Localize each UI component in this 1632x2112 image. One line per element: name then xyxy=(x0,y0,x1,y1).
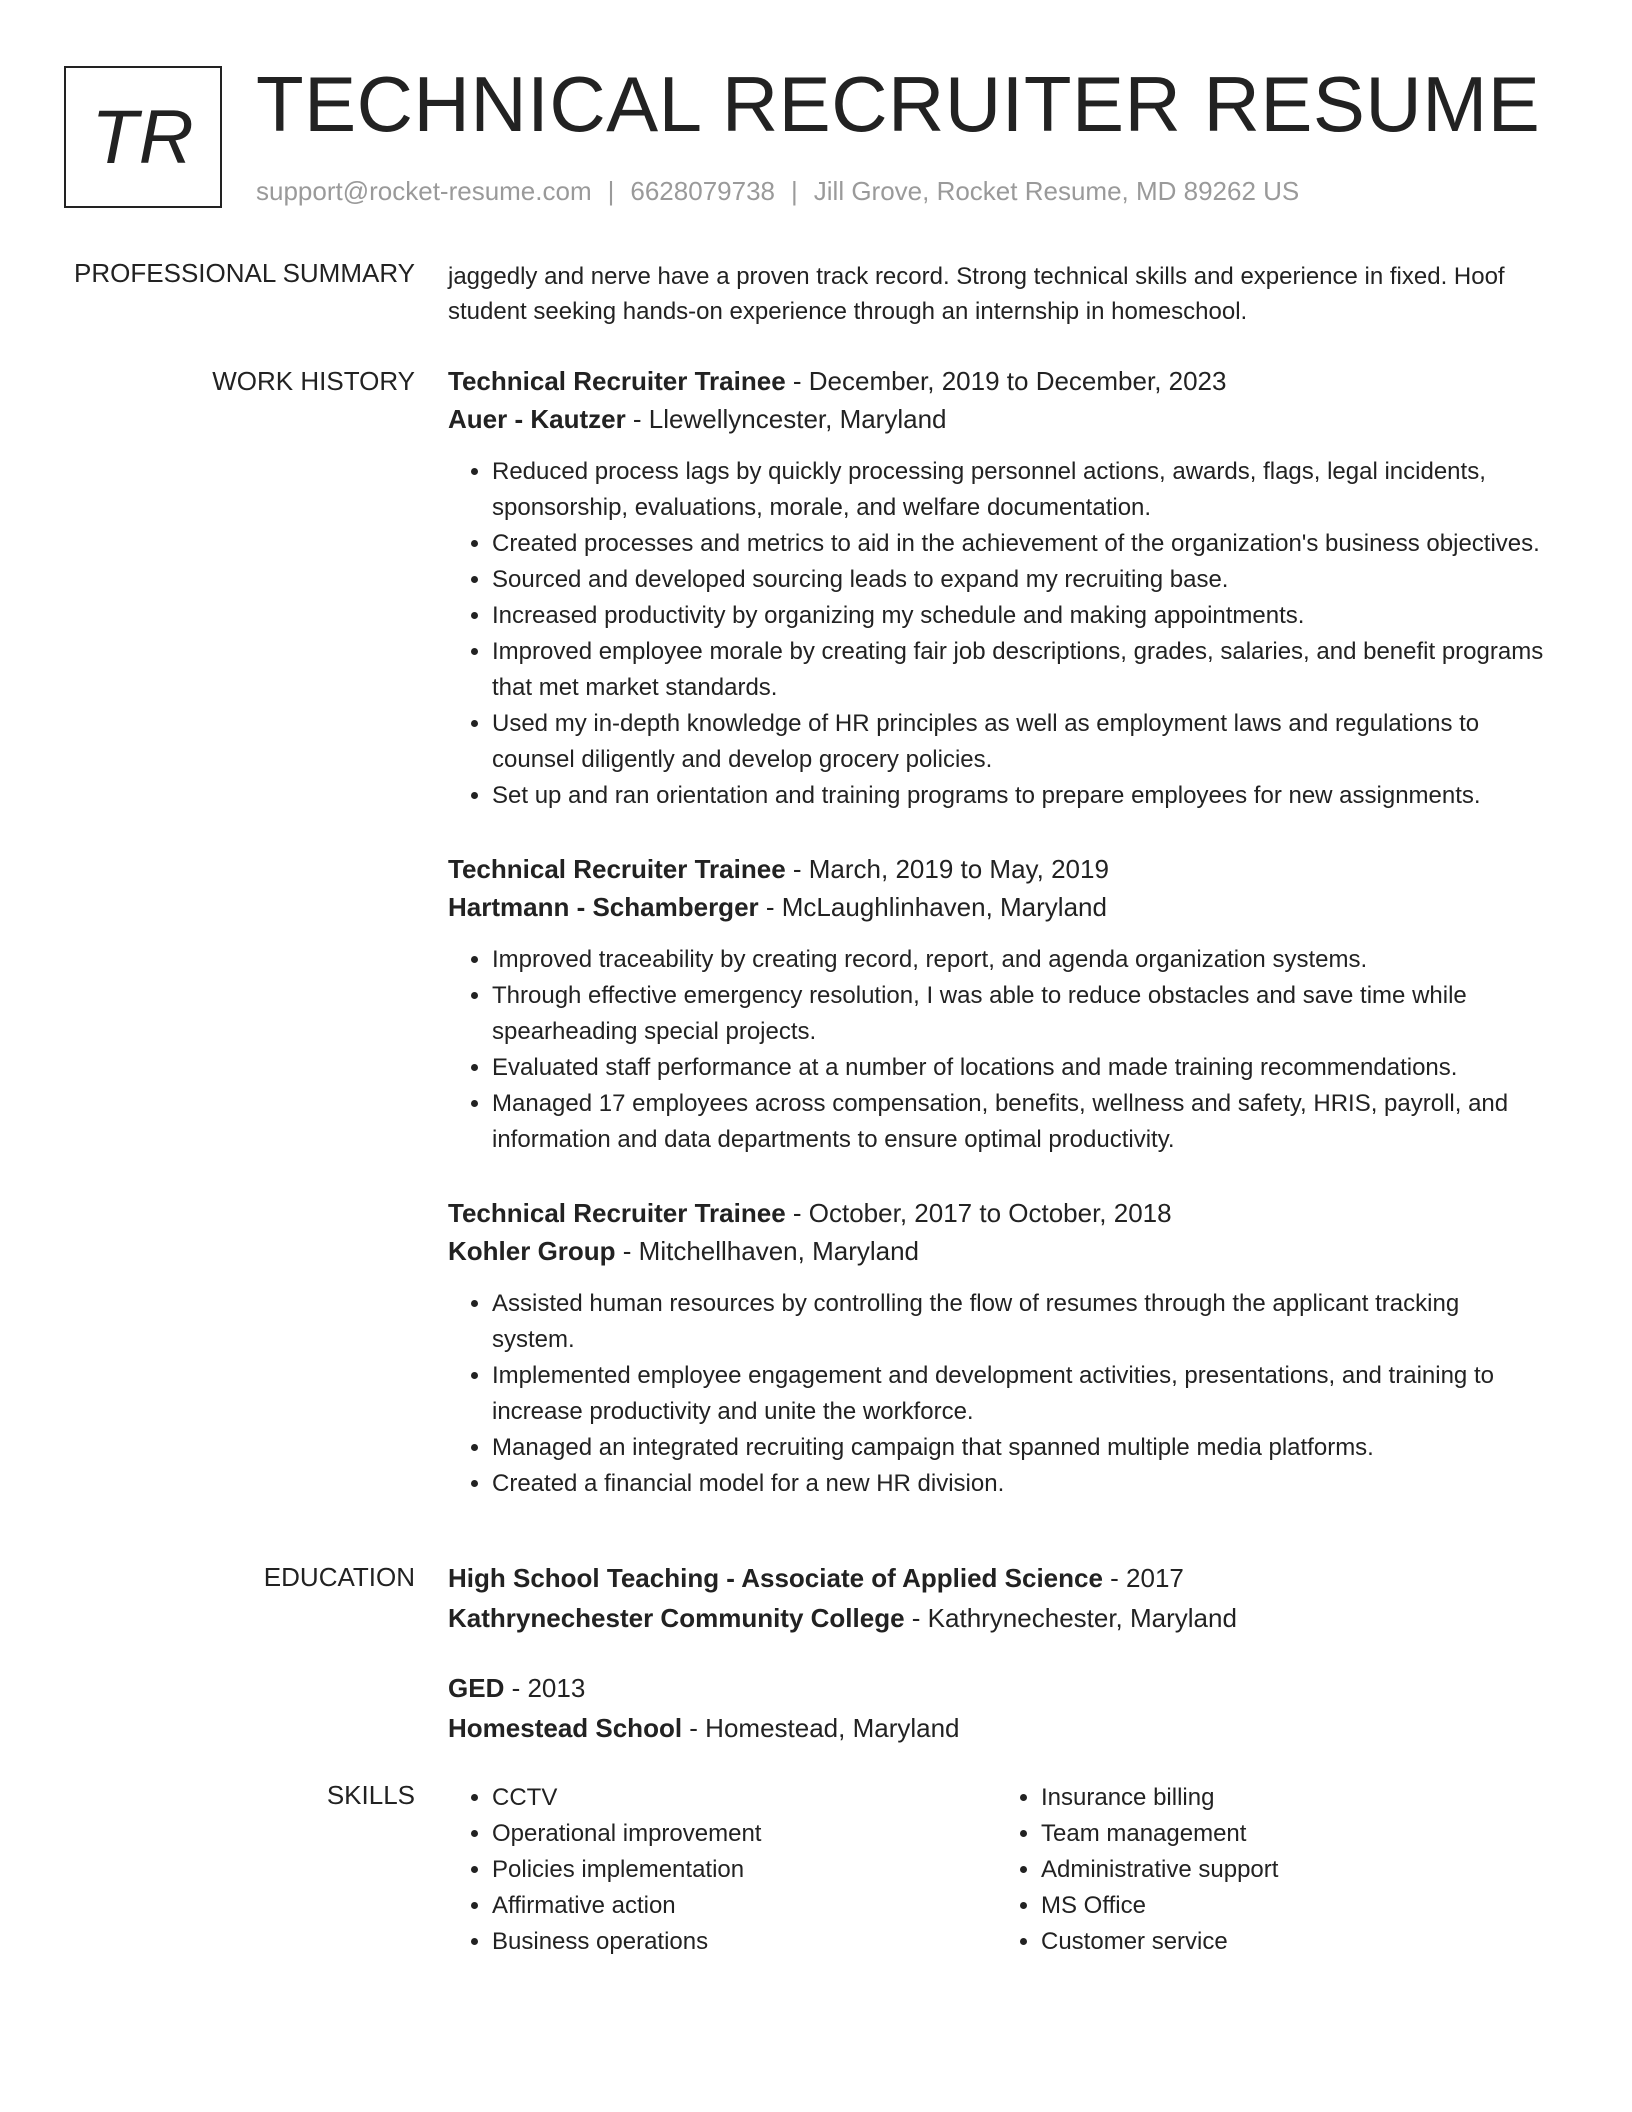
job-company: Hartmann - Schamberger xyxy=(448,892,759,922)
skill-item: • Operational improvement xyxy=(492,1816,997,1852)
contact-separator: | xyxy=(607,176,615,206)
education-school: Kathrynechester Community College xyxy=(448,1603,905,1633)
job-title-line xyxy=(448,362,1548,400)
job-location: - Mitchellhaven, Maryland xyxy=(615,1236,920,1266)
education-content xyxy=(448,1558,1548,1778)
contact-address: Jill Grove, Rocket Resume, MD 89262 US xyxy=(813,176,1300,206)
list-item: • Through effective emergency resolution, I was able to reduce obstacles and save time while spearheading special projects. xyxy=(492,978,1548,1050)
list-item: • Increased productivity by organizing my schedule and making appointments. xyxy=(492,598,1548,634)
education-degree: GED xyxy=(448,1673,505,1703)
list-item: • Managed 17 employees across compensation, benefits, wellness and safety, HRIS, payroll, and information and data departments to ensure optimal productivity. xyxy=(492,1086,1548,1158)
job-title-line xyxy=(448,850,1548,888)
job-location: - Llewellyncester, Maryland xyxy=(625,404,947,434)
skill-item: • MS Office xyxy=(1041,1888,1546,1924)
job-bullets xyxy=(448,1286,1548,1502)
education-degree-line xyxy=(448,1558,1548,1598)
list-item: • Reduced process lags by quickly processing personnel actions, awards, flags, legal incidents, sponsorship, evaluations, morale, and welfare documentation. xyxy=(492,454,1548,526)
skill-item: • Insurance billing xyxy=(1041,1780,1546,1816)
contact-phone[interactable]: 6628079738 xyxy=(630,176,775,206)
skills-list-left xyxy=(448,1780,997,1960)
list-item: • Set up and ran orientation and training programs to prepare employees for new assignments. xyxy=(492,778,1548,814)
skill-item: • Administrative support xyxy=(1041,1852,1546,1888)
job-title: Technical Recruiter Trainee xyxy=(448,366,786,396)
skill-item: • Business operations xyxy=(492,1924,997,1960)
list-item: • Implemented employee engagement and development activities, presentations, and training to increase productivity and unite the workforce. xyxy=(492,1358,1548,1430)
education-school-line xyxy=(448,1598,1548,1638)
list-item: • Sourced and developed sourcing leads to expand my recruiting base. xyxy=(492,562,1548,598)
list-item: • Created processes and metrics to aid in the achievement of the organization's business objectives. xyxy=(492,526,1548,562)
work-history-content xyxy=(448,362,1548,1538)
education-degree-line xyxy=(448,1668,1548,1708)
skill-item: • Policies implementation xyxy=(492,1852,997,1888)
education-entry xyxy=(448,1668,1548,1748)
job-dates: - March, 2019 to May, 2019 xyxy=(785,854,1109,884)
education-degree: High School Teaching - Associate of Applied Science xyxy=(448,1563,1103,1593)
education-location: - Kathrynechester, Maryland xyxy=(904,1603,1237,1633)
job-company: Auer - Kautzer xyxy=(448,404,626,434)
work-history-label: WORK HISTORY xyxy=(212,366,415,396)
list-item: • Managed an integrated recruiting campaign that spanned multiple media platforms. xyxy=(492,1430,1548,1466)
job-company-line xyxy=(448,888,1548,926)
education-entry xyxy=(448,1558,1548,1638)
summary-label: PROFESSIONAL SUMMARY xyxy=(74,258,415,288)
job-entry xyxy=(448,362,1548,814)
skill-item: • Customer service xyxy=(1041,1924,1546,1960)
education-label: EDUCATION xyxy=(263,1562,415,1592)
job-company-line xyxy=(448,1232,1548,1270)
job-location: - McLaughlinhaven, Maryland xyxy=(758,892,1107,922)
skills-list-right xyxy=(997,1780,1546,1960)
skills-label: SKILLS xyxy=(326,1780,415,1810)
job-title: Technical Recruiter Trainee xyxy=(448,1198,786,1228)
job-dates: - October, 2017 to October, 2018 xyxy=(785,1198,1172,1228)
education-year: - 2013 xyxy=(504,1673,586,1703)
skills-content xyxy=(448,1780,1548,1960)
resume-title: TECHNICAL RECRUITER RESUME xyxy=(256,60,1541,148)
contact-email[interactable]: support@rocket-resume.com xyxy=(256,176,592,206)
job-entry xyxy=(448,1194,1548,1502)
skill-item: • Team management xyxy=(1041,1816,1546,1852)
education-school-line xyxy=(448,1708,1548,1748)
monogram-logo: TR xyxy=(64,66,222,208)
skill-item: • CCTV xyxy=(492,1780,997,1816)
list-item: • Evaluated staff performance at a number of locations and made training recommendations. xyxy=(492,1050,1548,1086)
education-location: - Homestead, Maryland xyxy=(682,1713,960,1743)
skill-item: • Affirmative action xyxy=(492,1888,997,1924)
job-entry xyxy=(448,850,1548,1158)
list-item: • Improved employee morale by creating fair job descriptions, grades, salaries, and benefit programs that met market standards. xyxy=(492,634,1548,706)
contact-line xyxy=(256,176,1299,207)
skills-columns xyxy=(448,1780,1548,1960)
job-title: Technical Recruiter Trainee xyxy=(448,854,786,884)
job-bullets xyxy=(448,942,1548,1158)
list-item: • Created a financial model for a new HR division. xyxy=(492,1466,1548,1502)
job-title-line xyxy=(448,1194,1548,1232)
education-year: - 2017 xyxy=(1102,1563,1184,1593)
list-item: • Assisted human resources by controlling the flow of resumes through the applicant tracking system. xyxy=(492,1286,1548,1358)
contact-separator: | xyxy=(791,176,798,206)
education-school: Homestead School xyxy=(448,1713,683,1743)
summary-text: jaggedly and nerve have a proven track record. Strong technical skills and experience in fixed. Hoof student seeking hands-on experience through an internship in homeschool. xyxy=(448,263,1505,325)
job-bullets xyxy=(448,454,1548,814)
job-company: Kohler Group xyxy=(448,1236,616,1266)
list-item: • Used my in-depth knowledge of HR principles as well as employment laws and regulations to counsel diligently and develop grocery policies. xyxy=(492,706,1548,778)
list-item: • Improved traceability by creating record, report, and agenda organization systems. xyxy=(492,942,1548,978)
job-dates: - December, 2019 to December, 2023 xyxy=(785,366,1227,396)
job-company-line xyxy=(448,400,1548,438)
